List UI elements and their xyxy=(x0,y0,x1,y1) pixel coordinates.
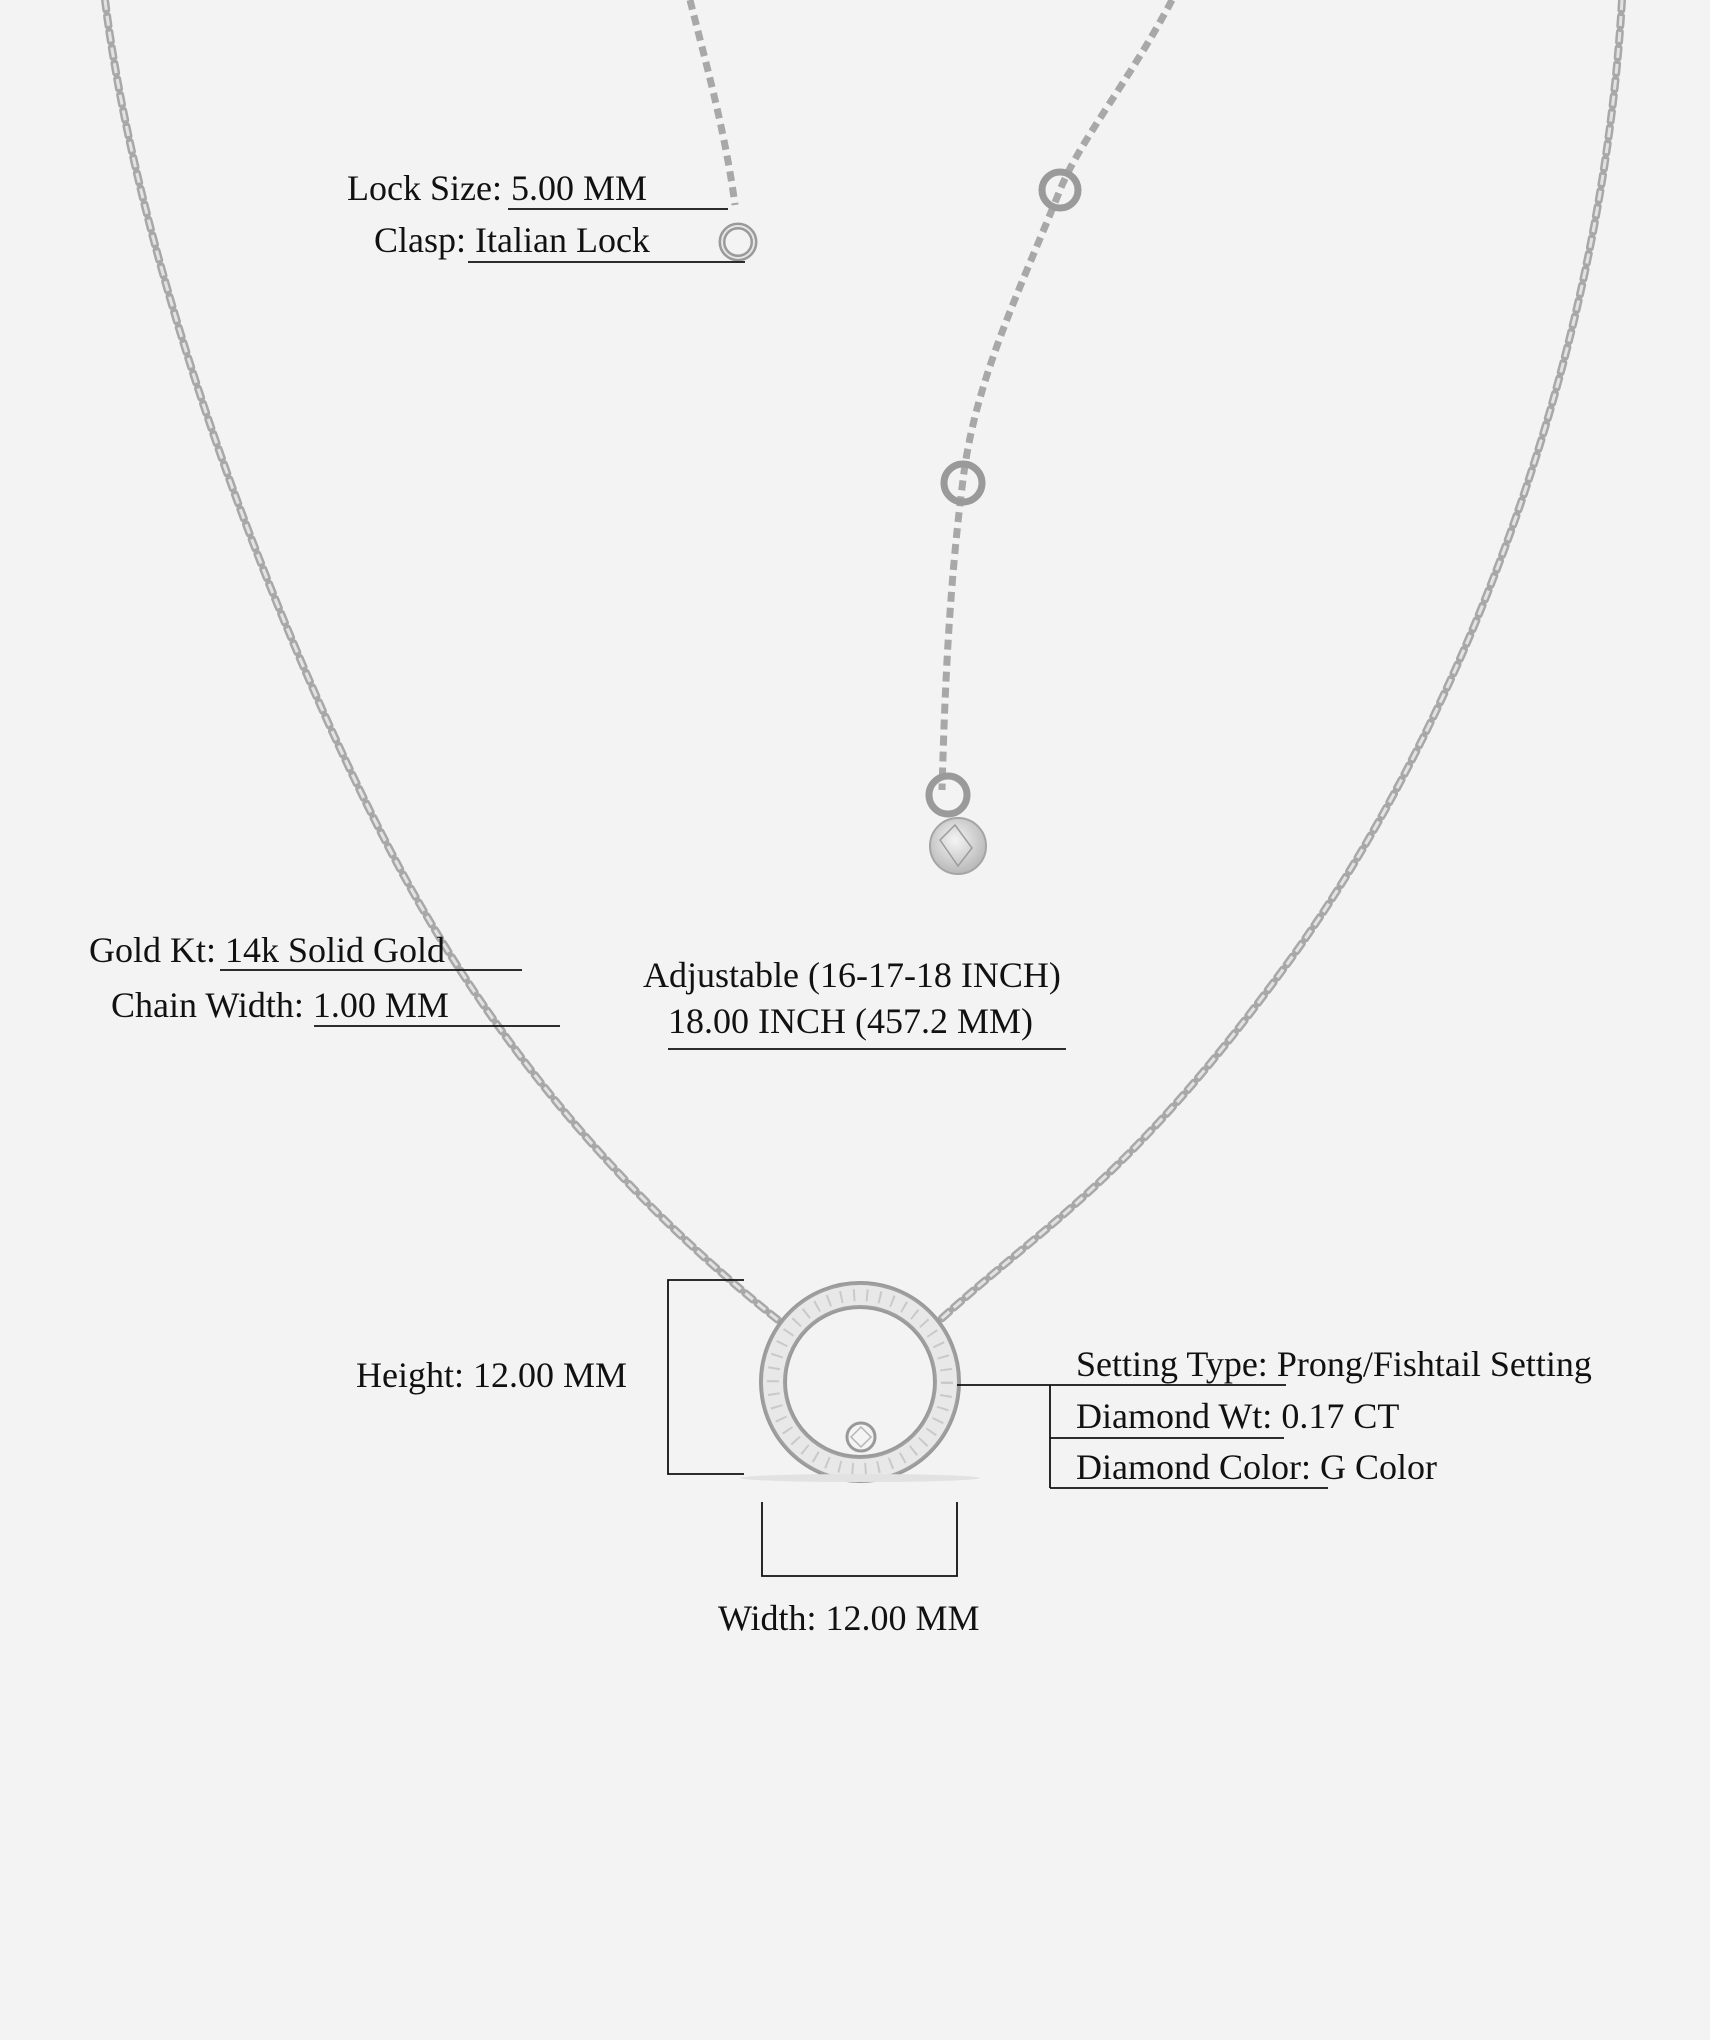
chain-width-label: Chain Width: 1.00 MM xyxy=(111,985,449,1025)
width-bracket xyxy=(762,1502,957,1576)
clasp-value: Italian Lock xyxy=(475,220,650,260)
length-label: 18.00 INCH (457.2 MM) xyxy=(668,1001,1033,1041)
diamond-color-value: G Color xyxy=(1319,1447,1437,1487)
height-bracket xyxy=(668,1280,744,1474)
clasp-label: Clasp: Italian Lock xyxy=(374,220,650,260)
diamond-wt-value: 0.17 CT xyxy=(1281,1396,1400,1436)
length-adjustable-label: Adjustable (16-17-18 INCH) xyxy=(643,955,1061,995)
setting-type-label: Setting Type: Prong/Fishtail Setting xyxy=(1076,1344,1592,1384)
tag-disc-icon xyxy=(930,818,986,874)
diamond-wt-label: Diamond Wt: 0.17 CT xyxy=(1076,1396,1400,1436)
center-diamond-icon xyxy=(847,1423,875,1451)
diamond-color-label: Diamond Color: G Color xyxy=(1076,1447,1437,1487)
lock-size-value: 5.00 MM xyxy=(510,168,647,208)
chain-width-value: 1.00 MM xyxy=(312,985,449,1025)
gold-kt-label: Gold Kt: 14k Solid Gold xyxy=(89,930,446,970)
clasp-chain xyxy=(690,0,735,205)
clasp-ring-icon xyxy=(722,226,754,258)
extender-ring-icon xyxy=(929,172,1078,814)
setting-type-value: Prong/Fishtail Setting xyxy=(1276,1344,1592,1384)
gold-kt-value: 14k Solid Gold xyxy=(225,930,446,970)
extender-chain xyxy=(942,0,1172,790)
width-label: Width: 12.00 MM xyxy=(718,1598,980,1638)
lock-size-label: Lock Size: 5.00 MM xyxy=(347,168,647,208)
height-label: Height: 12.00 MM xyxy=(356,1355,628,1395)
